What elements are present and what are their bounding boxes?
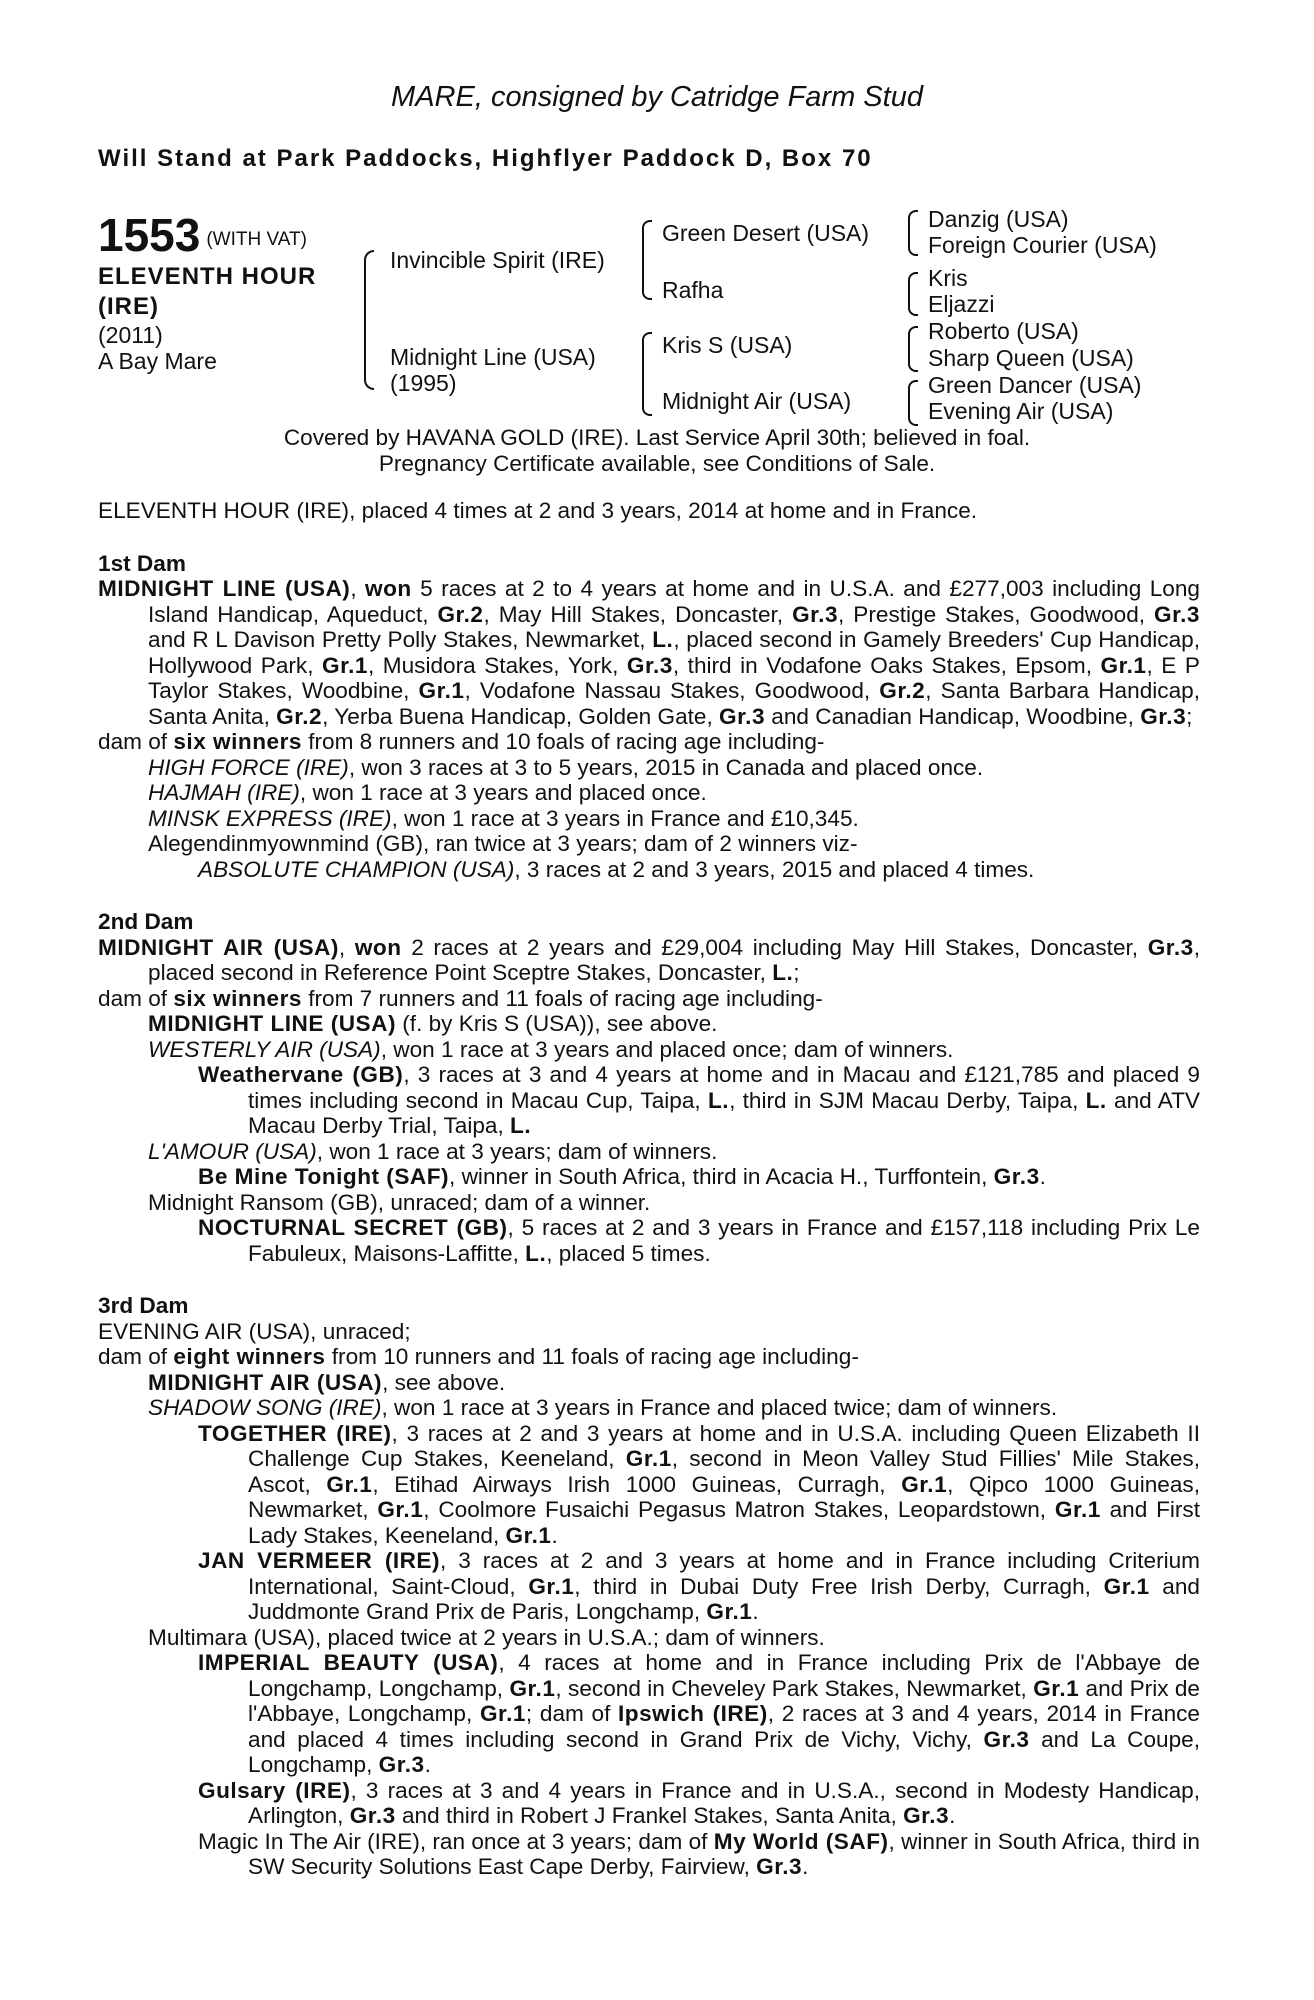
brace: [908, 210, 918, 256]
produce-entry: ABSOLUTE CHAMPION (USA), 3 races at 2 and 3 years, 2015 and placed 4 times.: [198, 856, 1035, 882]
produce-entry: SHADOW SONG (IRE), won 1 race at 3 years in France and placed twice; dam of winners.: [148, 1395, 1058, 1420]
pedigree-dam: Midnight Line (USA): [390, 344, 596, 370]
pedigree-dds: Green Dancer (USA): [928, 372, 1142, 398]
catalogue-body: [98, 498, 1200, 1880]
brace: [908, 380, 918, 426]
produce-entry: Midnight Ransom (GB), unraced; dam of a winner.: [148, 1189, 651, 1215]
produce-entry: Magic In The Air (IRE), ran once at 3 years; dam of My World (SAF), winner in South Africa, third in SW Security Solutions East Cape Derby, Fairview, Gr.3.: [198, 1828, 1201, 1879]
brace: [642, 332, 652, 416]
produce-entry: MIDNIGHT LINE (USA) (f. by Kris S (USA)), see above.: [148, 1011, 718, 1036]
produce-entry: L'AMOUR (USA), won 1 race at 3 years; dam of winners.: [148, 1138, 718, 1164]
horse-details: (2011) A Bay Mare: [98, 322, 217, 374]
pedigree-dam-year: (1995): [390, 370, 457, 396]
dam-produce-summary: dam of six winners from 8 runners and 10 foals of racing age including-: [98, 729, 825, 754]
produce-entry: Gulsary (IRE), 3 races at 3 and 4 years in France and in U.S.A., second in Modesty Handicap, Arlington, Gr.3 and third in Robert J Frankel Stakes, Santa Anita, Gr.3.: [198, 1777, 1200, 1828]
lot-number: 1553 (WITH VAT): [98, 209, 307, 261]
brace: [908, 272, 918, 316]
pedigree-dss: Roberto (USA): [928, 318, 1079, 344]
covered-note: Covered by HAVANA GOLD (IRE). Last Service April 30th; believed in foal. Pregnancy Certificate available, see Conditions of Sale.: [283, 425, 1031, 476]
produce-entry: JAN VERMEER (IRE), 3 races at 2 and 3 years at home and in France including Criterium International, Saint-Cloud, Gr.1, third in Dubai Duty Free Irish Derby, Curragh, Gr.1 and Juddmonte Grand Prix de Paris, Longchamp, Gr.1.: [198, 1548, 1200, 1624]
produce-entry: IMPERIAL BEAUTY (USA), 4 races at home and in France including Prix de l'Abbaye de Longchamp, Longchamp, Gr.1, second in Cheveley Park Stakes, Newmarket, Gr.1 and Prix de l'Abbaye, Longchamp, Gr.1; dam of Ipswich (IRE), 2 races at 3 and 4 years, 2014 in France and placed 4 times including second in Grand Prix de Vichy, Vichy, Gr.3 and La Coupe, Longchamp, Gr.3.: [198, 1650, 1200, 1777]
pedigree-dsd: Sharp Queen (USA): [928, 345, 1134, 371]
section-heading-1st-dam: 1st Dam: [98, 550, 186, 576]
dam-produce-summary: dam of six winners from 7 runners and 11 foals of racing age including-: [98, 985, 823, 1011]
brace: [364, 250, 374, 390]
produce-entry: HAJMAH (IRE), won 1 race at 3 years and placed once.: [148, 780, 707, 805]
produce-entry: Multimara (USA), placed twice at 2 years in U.S.A.; dam of winners.: [148, 1624, 825, 1650]
page-title: MARE, consigned by Catridge Farm Stud: [391, 81, 923, 113]
dam-entry: EVENING AIR (USA), unraced;: [98, 1318, 411, 1344]
produce-entry: TOGETHER (IRE), 3 races at 2 and 3 years at home and in U.S.A. including Queen Elizabeth II Challenge Cup Stakes, Keeneland, Gr.1, second in Meon Valley Stud Fillies' Mile Stakes, Ascot, Gr.1, Etihad Airways Irish 1000 Guineas, Curragh, Gr.1, Qipco 1000 Guineas, Newmarket, Gr.1, Coolmore Fusaichi Pegasus Matron Stakes, Leopardstown, Gr.1 and First Lady Stakes, Keeneland, Gr.1.: [198, 1420, 1201, 1548]
produce-entry: Be Mine Tonight (SAF), winner in South Africa, third in Acacia H., Turffontein, Gr.3.: [198, 1164, 1046, 1189]
intro-line: ELEVENTH HOUR (IRE), placed 4 times at 2 and 3 years, 2014 at home and in France.: [98, 498, 978, 523]
pedigree-sss: Danzig (USA): [928, 206, 1069, 232]
brace: [642, 220, 652, 300]
dam-entry: MIDNIGHT AIR (USA), won 2 races at 2 years and £29,004 including May Hill Stakes, Doncaster, Gr.3, placed second in Reference Point Sceptre Stakes, Doncaster, L.;: [98, 934, 1200, 985]
vat-note: (WITH VAT): [206, 229, 307, 250]
pedigree-sdd: Eljazzi: [928, 291, 995, 317]
dam-produce-summary: dam of eight winners from 10 runners and 11 foals of racing age including-: [98, 1344, 859, 1369]
pedigree-ssd: Foreign Courier (USA): [928, 232, 1157, 258]
pedigree-sds: Kris: [928, 265, 968, 291]
produce-entry: HIGH FORCE (IRE), won 3 races at 3 to 5 years, 2015 in Canada and placed once.: [148, 754, 984, 780]
pedigree-ddd: Evening Air (USA): [928, 398, 1114, 424]
produce-entry: Weathervane (GB), 3 races at 3 and 4 years at home and in Macau and £121,785 and placed 9 times including second in Macau Cup, Taipa, L., third in SJM Macau Derby, Taipa, L. and ATV Macau Derby Trial, Taipa, L.: [198, 1062, 1200, 1138]
pedigree-sire: Invincible Spirit (IRE): [390, 247, 605, 273]
location-line: Will Stand at Park Paddocks, Highflyer Paddock D, Box 70: [98, 145, 873, 172]
pedigree-sd: Rafha: [662, 277, 724, 303]
section-heading-2nd-dam: 2nd Dam: [98, 909, 194, 934]
produce-entry: Alegendinmyownmind (GB), ran twice at 3 years; dam of 2 winners viz-: [148, 831, 858, 856]
produce-entry: NOCTURNAL SECRET (GB), 5 races at 2 and 3 years in France and £157,118 including Prix Le Fabuleux, Maisons-Laffitte, L., placed 5 times.: [198, 1215, 1200, 1266]
pedigree-ss: Green Desert (USA): [662, 220, 870, 246]
dam-entry: MIDNIGHT LINE (USA), won 5 races at 2 to 4 years at home and in U.S.A. and £277,003 including Long Island Handicap, Aqueduct, Gr.2, May Hill Stakes, Doncaster, Gr.3, Prestige Stakes, Goodwood, Gr.3 and R L Davison Pretty Polly Stakes, Newmarket, L., placed second in Gamely Breeders' Cup Handicap, Hollywood Park, Gr.1, Musidora Stakes, York, Gr.3, third in Vodafone Oaks Stakes, Epsom, Gr.1, E P Taylor Stakes, Woodbine, Gr.1, Vodafone Nassau Stakes, Goodwood, Gr.2, Santa Barbara Handicap, Santa Anita, Gr.2, Yerba Buena Handicap, Golden Gate, Gr.3 and Canadian Handicap, Woodbine, Gr.3;: [98, 576, 1200, 729]
pedigree-dd: Midnight Air (USA): [662, 388, 852, 414]
pedigree-ds: Kris S (USA): [662, 332, 793, 358]
horse-name: ELEVENTH HOUR (IRE): [98, 263, 317, 320]
section-heading-3rd-dam: 3rd Dam: [98, 1293, 189, 1318]
produce-entry: WESTERLY AIR (USA), won 1 race at 3 years and placed once; dam of winners.: [148, 1036, 954, 1062]
produce-entry: MINSK EXPRESS (IRE), won 1 race at 3 years in France and £10,345.: [148, 805, 859, 831]
brace: [908, 326, 918, 372]
produce-entry: MIDNIGHT AIR (USA), see above.: [148, 1369, 506, 1395]
